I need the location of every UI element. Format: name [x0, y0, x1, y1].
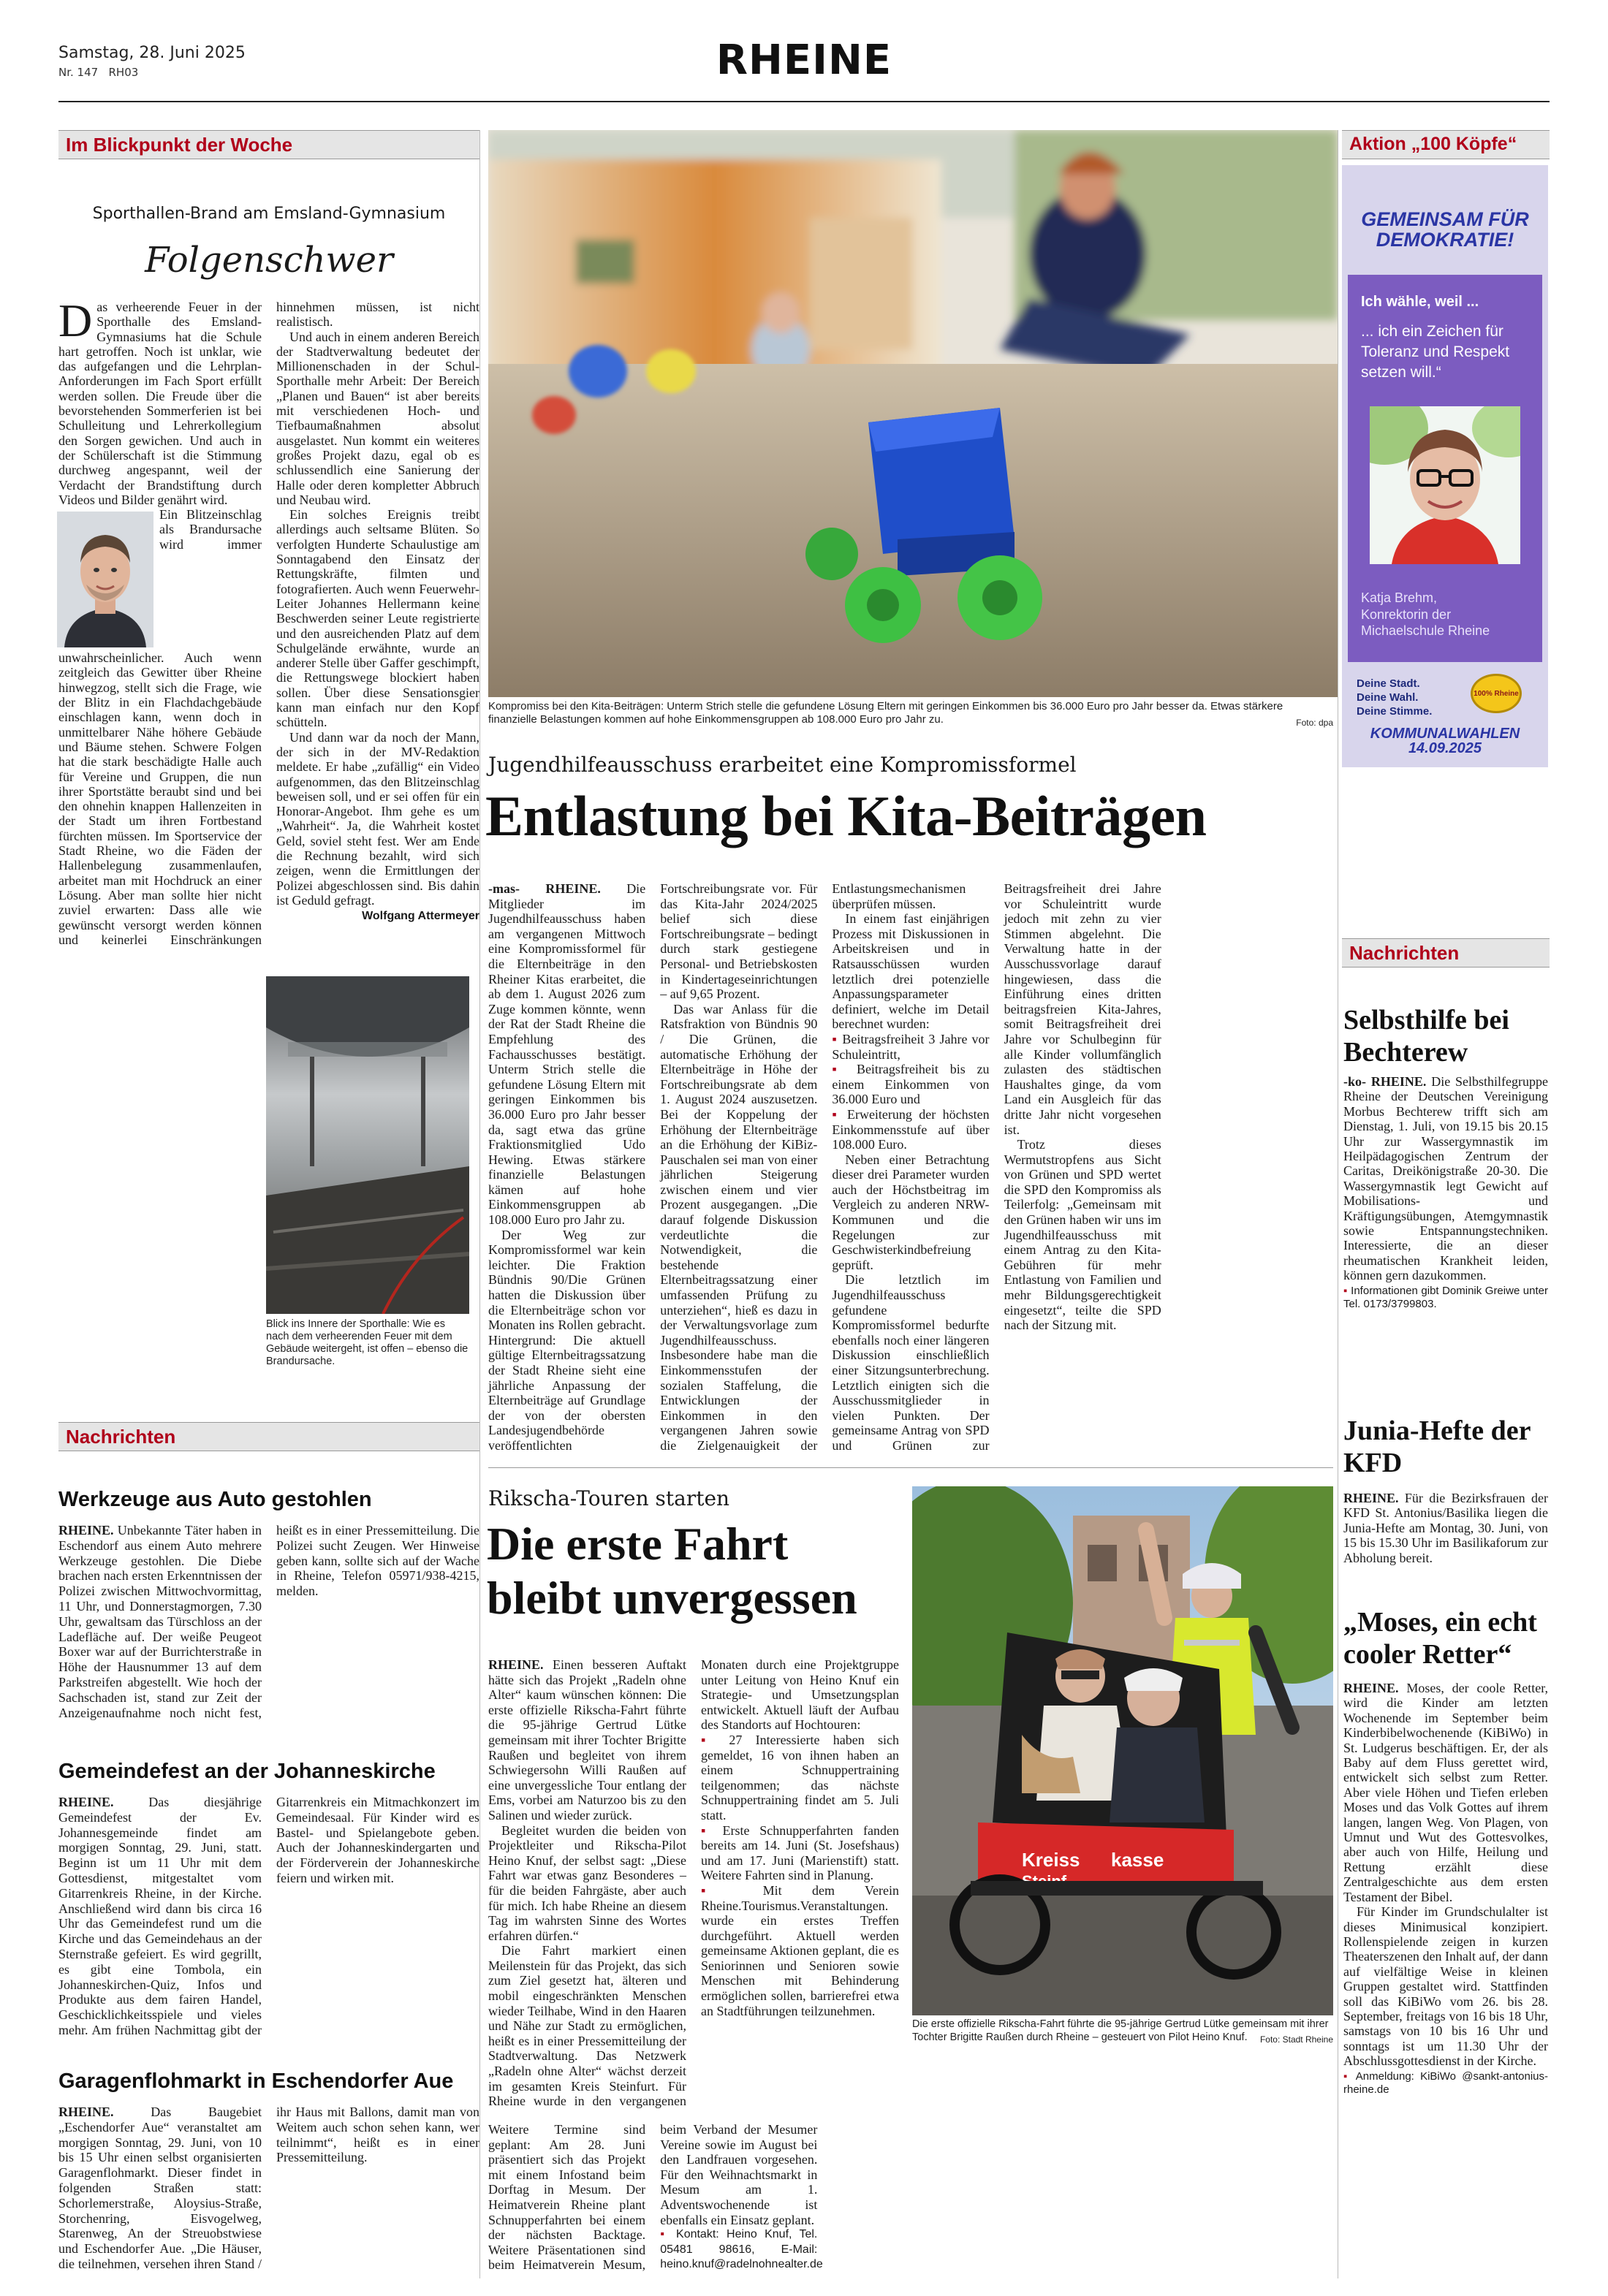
- kita-bullet-3: ▪ Erweiterung der höchsten Einkommensstufe auf über 108.000 Euro.: [832, 1106, 990, 1152]
- rikscha-photo-caption: Die erste offizielle Rikscha-Fahrt führte die 95-jährige Gertrud Lütke gemeinsam mit ihrer Tochter Brigitte Raußen durch Rheine – gesteuert von Pilot Heino Knuf. Foto: Stadt Rheine: [912, 2018, 1333, 2046]
- bechterew-info: ▪ Informationen gibt Dominik Greiwe unter Tel. 0173/3799803.: [1343, 1284, 1548, 1310]
- garagenflohmarkt-lead: RHEINE.: [58, 2105, 114, 2119]
- section-title: RHEINE: [716, 37, 892, 84]
- kita-title: Entlastung bei Kita-Beiträgen: [485, 784, 1207, 848]
- kita-caption-text: Kompromiss bei den Kita-Beiträgen: Unterm Strich stelle die gefundene Lösung Eltern mit geringen Einkommen bis 36.000 Euro pro Jahr besser da. Etwas stärkere finanzielle Belastungen kommen auf hohe Einkommensgruppen ab 108.000 Euro pro Jahr zu.: [488, 700, 1283, 726]
- badge-icon: [1471, 674, 1522, 713]
- kita-kicker: Jugendhilfeausschuss erarbeitet eine Kompromissformel: [488, 753, 1077, 777]
- rikscha-photo: [912, 1486, 1333, 2015]
- drop-cap: D: [58, 294, 93, 346]
- kita-bullet-2: ▪ Beitragsfreiheit bis zu einem Einkommen von 36.000 Euro und: [832, 1062, 990, 1107]
- kita-p6: Die letztlich im Jugendhilfeausschuss gefundene Kompromissformel bedurfte ebenfalls noch einer längeren Diskussion einschließlich einer Sitzungsunterbrechung. Letztlich einigten sich die Ausschussmitglieder in vielen Punkten. Der gemeinsame Antrag von SPD und Grünen zur Beitragsfreiheit drei Jahre vor Schuleintritt wurde jedoch mit zehn zu vier Stimmen abgelehnt. Die Verwaltung hatte in der Ausschussvorlage darauf hingewiesen, dass die Einführung eines dritten beitragsfreien Kita-Jahres, somit Beitragsfreiheit drei Jahre vor Schulbeginn für alle Kinder vollumfänglich zulasten des städtischen Haushaltes ginge, da vom Land ein Ausgleich für das dritte Jahr nicht vorgesehen ist.: [832, 881, 1161, 1453]
- kita-p5: Neben einer Betrachtung dieser drei Parameter wurden auch der Höchstbeitrag im Vergleich zu anderen NRW-Kommunen und die Regelungen zur Geschwisterkindbefreiung geprüft.: [832, 1152, 990, 1272]
- kita-p3: Das war Anlass für die Ratsfraktion von Bündnis 90 / Die Grünen, die automatische Erhöhung der Elternbeiträge in Höhe der Fortschreibungsrate ab dem 1. August 2024 auszusetzen. Bei der Koppelung der Erhöhung der Elternbeiträge an die Erhöhung der KiBiz-Pauschalen sei man von einer jährlichen Steigerung zwischen einem und vier Prozent ausgegangen. „Die darauf folgende Diskussion verdeutlichte die Notwendigkeit, die bestehende Elternbeitragssatzung einer umfassenden Prüfung zu unterziehen“, hieß es dazu in der Verwaltungsvorlage zum Jugendhilfeausschuss. Insbesondere habe man die Einkommensstufen der sozialen Staffelung, die Entwicklungen der Einkommen in den vergangenen Jahren sowie die Zielgenauigkeit der Entlastungsmechanismen überprüfen müssen.: [660, 881, 966, 1453]
- rikscha-body-bottom: [488, 2122, 1333, 2278]
- kita-photo-credit: Foto: dpa: [1296, 718, 1333, 728]
- moses-body: RHEINE. Moses, der coole Retter, wird die Kinder am letzten Wochenende im September beim Kinderbibelwochenende (KiBiWo) in St. Ludgerus beschäftigen. Er, der als Baby auf dem Fluss gerettet wird, entwickelt sich selbst zum Retter. Aber viele Höhen und Tiefen erleben Moses und das Volk Gottes auf ihrem langen, langen Weg. Von Plagen, von Umnut und Wut des Gottesvolkes, aber auch von Hilfe, Heilung und Rettung erzählt diese Zentralgeschichte aus dem ersten Testament der Bibel. Für Kinder im Grundschulalter ist dieses Minimusical konzipiert. Rollenspielende zeigen in kurzen Theaterszenen den Inhalt auf, der dann auf vielfältige Weise in kleinen Gruppen gestaltet wird. Stattfinden soll das KiBiWo vom 26. bis 28. September, freitags von 16 bis 18 Uhr, samstags von 10 bis 16 Uhr und sonntags ist um 11.30 Uhr der Abschlussgottesdienst in der Kirche. ▪ Anmeldung: KiBiWo @sankt-antonius-rheine.de: [1343, 1681, 1548, 2096]
- aktion-bar: Aktion „100 Köpfe“: [1342, 130, 1550, 159]
- gemeindefest-title: Gemeindefest an der Johanneskirche: [58, 1760, 436, 1783]
- badge-text: 100% Rheine: [1474, 689, 1519, 698]
- rikscha-p2: Begleitet wurden die beiden von Projektleiter und Rikscha-Pilot Heino Knuf, der selbst sagt: „Diese Fahrt war etwas ganz Besonderes – für die beiden Fahrgäste, aber auch für mich. Ich habe Rheine an diesem Tag im wahrsten Sinne des Wortes erfahren dürfen.“: [488, 1822, 686, 1943]
- junia-body: RHEINE. Für die Bezirksfrauen der KFD St. Antonius/Basilika liegen die Junia-Hefte am Montag, 30. Juni, von 15 bis 15.30 Uhr im Basilikaforum zur Abholung bereit.: [1343, 1491, 1548, 1565]
- quote-intro: Ich wähle, weil ...: [1361, 294, 1479, 310]
- header-rule: [58, 101, 1550, 102]
- garagenflohmarkt-body: [58, 2105, 479, 2277]
- gemeindefest-body: [58, 1795, 479, 2050]
- header-date: Samstag, 28. Juni 2025: [58, 44, 246, 62]
- werkzeuge-body: [58, 1523, 479, 1735]
- kita-p1: -mas- RHEINE. Die Mitglieder im Jugendhilfeausschuss haben am vergangenen Mittwoch eine Kompromissformel für die Elternbeiträge in den Rheiner Kitas erarbeitet, die ab dem 1. August 2026 zum Zuge kommen könnte, wenn der Rat der Stadt Rheine die Empfehlung des Fachausschusses bestätigt. Unterm Strich stelle die gefundene Lösung Eltern mit geringen Einkommen bis 36.000 Euro pro Jahr besser da, sagt etwa das grüne Fraktionsmitglied Udo Hewing. Etwas stärkere finanzielle Belastungen kämen auf hohe Einkommensgruppen ab 108.000 Euro pro Jahr zu.: [488, 881, 646, 1228]
- rikscha-title-2: bleibt unvergessen: [487, 1572, 857, 1624]
- sporthalle-caption: Blick ins Innere der Sporthalle: Wie es nach dem verheerenden Feuer mit dem Gebäude weitergeht, ist offen – ebenso die Brandursache.: [266, 1318, 469, 1367]
- rikscha-p1: RHEINE. Einen besseren Auftakt hätte sich das Projekt „Radeln ohne Alter“ kaum wünschen können: Die erste offizielle Rikscha-Fahrt führte die 95-jährige Gertrud Lütke gemeinsam mit ihrer Tochter Brigitte Raußen und begleitet von ihrem Schwiegersohn Willi Raußen auf eine unvergessliche Tour entlang der Ems, vorbei am Naturzoo bis zu den Salinen und wieder zurück.: [488, 1657, 687, 1822]
- rikscha-p3: Die Fahrt markiert einen Meilenstein für das Projekt, das sich zum Ziel gesetzt hat, älteren und mobil eingeschränkten Menschen wieder Teilhabe, Wind in den Haaren und Nähe zur Stadt zu ermöglichen, heißt es in einer Pressemitteilung der Stadtverwaltung. Das Netzwerk „Radeln ohne Alter“ wächst derzeit im gesamten Kreis Steinfurt. Für Rheine wurde in den vergangenen Monaten durch eine Projektgruppe unter Leitung von Heino Knuf ein Strategie- und Umsetzungsplan entwickelt. Aktuell läuft der Aufbau des Standorts auf Hochtouren:: [488, 1657, 899, 2109]
- bechterew-body: -ko- RHEINE. Die Selbsthilfegruppe Rheine der Deutschen Vereinigung Morbus Bechterew trifft sich am Dienstag, 1. Juli, von 19.15 bis 20.15 Uhr zur Wassergymnastik im Heilpädagogischen Zentrum der Caritas, Dreikönigstraße 20-30. Die Wassergymnastik legt Gewicht auf Mobilisations- und Kräftigungsübungen, Atemgymnastik sowie Entspannungstechniken. Interessierte, die an dieser rheumatischen Krankheit leiden, können gern dazukommen. ▪ Informationen gibt Dominik Greiwe unter Tel. 0173/3799803.: [1343, 1074, 1549, 1310]
- quote-text: ... ich ein Zeichen für Toleranz und Respekt setzen will.“: [1361, 323, 1510, 381]
- quote-box: [1348, 275, 1542, 662]
- rikscha-bullet-2: ▪ Erste Schnupperfahrten fanden bereits am 14. Juni (St. Josefshaus) und am 17. Juni (Marienstift) statt. Weitere Fahrten sind in Planung.: [701, 1822, 899, 1883]
- kita-photo-caption: [488, 700, 1333, 729]
- blickpunkt-kicker: Sporthallen-Brand am Emsland-Gymnasium: [92, 205, 446, 223]
- bike-text-1: Kreiss: [1022, 1849, 1080, 1871]
- sporthalle-photo: [266, 976, 469, 1314]
- rikscha-contact: ▪ Kontakt: Heino Knuf, Tel. 05481 98616, E-Mail: heino.knuf@radelnohnealter.de: [660, 2228, 823, 2271]
- blickpunkt-body: [58, 294, 479, 968]
- nachrichten-left-bar: Nachrichten: [58, 1422, 479, 1451]
- bike-text-2: kasse: [1111, 1849, 1164, 1871]
- rikscha-kicker: Rikscha-Touren starten: [488, 1486, 730, 1510]
- author-portrait: [57, 512, 153, 647]
- person-name: Katja Brehm,: [1361, 590, 1438, 605]
- blickpunkt-p1: as verheerende Feuer in der Sporthalle des Emsland-Gymnasiums hat die Schule hart getroffen. Noch ist unklar, wie das aufgefangen und die Lehrplan-Anforderungen im Fach Sport erfüllt werden sollen. Die Freude über die bevorstehenden Sommerferien ist bei Schulleitung und Lehrerkollegium den Sorgen gewichen. Und auch in der Schülerschaft ist die Stimmung durchweg angespannt, weil der Verdacht der Brandstiftung durch Videos und Bilder genährt wird.: [58, 300, 262, 507]
- author-name: Wolfgang Attermeyer: [362, 910, 479, 923]
- aktion-slogan: GEMEINSAM FÜR DEMOKRATIE!: [1361, 208, 1529, 251]
- kita-bullet-1: ▪ Beitragsfreiheit 3 Jahre vor Schuleintritt,: [832, 1031, 990, 1062]
- aktion-footer: [1342, 669, 1548, 767]
- person-photo: [1370, 406, 1520, 564]
- kommunal-text: KOMMUNALWAHLEN 14.09.2025: [1370, 726, 1520, 756]
- garagenflohmarkt-text: Das Baugebiet „Eschendorfer Aue“ veranstaltet am morgigen Sonntag, 29. Juni, von 10 bis 15 Uhr einen selbst organisierten Garagenflohmarkt. Dieser findet in folgenden Straßen statt: Schorlemerstraße, Aloysius-Straße, Storchenring, Eisvogelweg, Starenweg, An der Streuobstwiese und Eschendorfer Aue. „Die Häuser, die teilnehmen, versehen ihren Stand / ihr Haus mit Ballons, damit man von Weitem auch schon sehen kann, wer teilnimmt“, heißt es in einer Pressemitteilung.: [58, 2105, 479, 2271]
- rikscha-bullet-1: ▪ 27 Interessierte haben sich gemeldet, 16 von ihnen haben an einem Schnuppertraining teilgenommen; das nächste Schnuppertraining findet am 5. Juli statt.: [701, 1732, 899, 1822]
- issue-number: Nr. 147: [58, 66, 99, 79]
- blickpunkt-p5: Und dann war da noch der Mann, der sich in der MV-Redaktion meldete. Er habe „zufällig“ ein Video aufgenommen, das den Blitzeinschlag beweisen soll, und er sei offen für ein Honorar-Angebot. Ihm gehe es um „Wahrheit“. Ja, die Wahrheit kostet Geld, soviel steht fest. Wer am Ende die Rechnung bezahlt, wird sich zeigen, wenn die Ermittlungen der Polizei abgeschlossen sind. Bis dahin ist Geduld gefragt.: [276, 729, 479, 908]
- werkzeuge-lead: RHEINE.: [58, 1523, 114, 1537]
- blickpunkt-title: Folgenschwer: [145, 240, 393, 281]
- blickpunkt-p3: Und auch in einem anderen Bereich der Stadtverwaltung bedeutet der Millionenschaden in der Schul-Sporthalle mehr Arbeit: Der Bereich „Planen und Bauen“ ist aber bereits mit verschiedenen Hoch- und Tiefbaumaßnahmen absolut ausgelastet. Nun kommt ein weiteres großes Projekt dazu, egal ob es schlussendlich eine Sanierung der Halle oder deren kompletter Abbruch und Neubau wird.: [276, 329, 479, 507]
- rikscha-photo-credit: Foto: Stadt Rheine: [1259, 2034, 1333, 2045]
- nachrichten-right-bar: Nachrichten: [1342, 938, 1550, 968]
- footer-lines: Deine Stadt. Deine Wahl. Deine Stimme.: [1357, 677, 1433, 718]
- blickpunkt-p4: Ein solches Ereignis treibt allerdings auch seltsame Blüten. So verfolgten Hunderte Schaulustige am Sonntagabend den Einsatz der Rettungskräfte, filmten und fotografierten. Auch wenn Feuerwehr-Leiter Johannes Hellermann keine Beschwerden seiner Leute registrierte und den ausreichenden Platz auf dem Schulgelände erwähnte, wurde an anderer Stelle über Gaffer geschimpft, die Rettungswege blockiert haben sollen. Über diese Sensationsgier kann man einfach nur den Kopf schütteln.: [276, 507, 479, 730]
- rikscha-bullet-3: ▪ Mit dem Verein Rheine.Tourismus.Veranstaltungen. wurde ein erstes Treffen durchgeführt. Aktuell werden gemeinsame Aktionen geplant, die es Seniorinnen und Senioren sowie Menschen mit Behinderung ermöglichen sollen, barrierefrei etwa an Stadtführungen teilzunehmen.: [701, 1882, 900, 2018]
- kita-lead: -mas- RHEINE.: [488, 881, 601, 896]
- person-role: Konrektorin der Michaelschule Rheine: [1361, 607, 1490, 638]
- blickpunkt-bar: Im Blickpunkt der Woche: [58, 130, 479, 159]
- moses-title: „Moses, ein echt cooler Retter“: [1343, 1607, 1537, 1670]
- werkzeuge-title: Werkzeuge aus Auto gestohlen: [58, 1488, 372, 1511]
- gemeindefest-text: Das diesjährige Gemeindefest der Ev. Johannesgemeinde findet am morgigen Sonntag, 29. Juni, statt. Beginn ist um 11 Uhr mit dem Gottesdienst, mitgestaltet vom Gitarrenkreis Rheine, in der Kirche. Anschließend wird dann bis circa 16 Uhr das Gemeindefest rund um die Kirche und das Gemeindehaus an der Sternstraße gefeiert. Es wird gegrillt, es gibt eine Tombola, ein Johanneskirchen-Quiz, Infos und Produkte aus dem fairen Handel, Geschicklichkeitsspiele und vieles mehr. Am frühen Nachmittag gibt der Gitarrenkreis ein Mitmachkonzert im Gemeindesaal. Für Kinder wird es Bastel- und Spielangebote geben. Auch der Johanneskindergarten und der Förderverein der Johanneskirche feiern und wirken mit.: [58, 1795, 479, 2037]
- page-code: RH03: [108, 66, 139, 79]
- garagenflohmarkt-title: Garagenflohmarkt in Eschendorfer Aue: [58, 2069, 454, 2093]
- bechterew-title: Selbsthilfe bei Bechterew: [1343, 1005, 1509, 1068]
- kita-bottom-rule: [488, 1467, 1333, 1468]
- rikscha-body: [488, 1657, 899, 2122]
- aktion-panel: [1342, 165, 1548, 767]
- column-rule-left: [479, 130, 480, 2278]
- rikscha-p4: Weitere Termine sind geplant: Am 28. Juni präsentiert sich das Projekt mit einem Infostand beim Dorftag in Mesum. Der Heimatverein Rheine plant Schnupperfahrten bei einem der nächsten Backtage. Weitere Präsentationen sind beim Heimatverein Mesum, beim Verband der Mesumer Vereine sowie im August bei den Landfrauen vorgesehen. Für den Weihnachtsmarkt in Mesum am 1. Adventswochenende ist ebenfalls ein Einsatz geplant.: [488, 2122, 818, 2273]
- kita-photo: [488, 130, 1338, 697]
- kita-p4: In einem fast einjährigen Prozess mit Diskussionen in Arbeitskreisen und in Ratsausschüssen wurden letztlich drei potenzielle Anpassungsparameter definiert, welche im Detail berechnet wurden:: [832, 911, 990, 1032]
- blickpunkt-p2: Ein Blitzeinschlag als Brandursache wird immer unwahrscheinlicher. Auch wenn zeitgleich das Gewitter über Rheine hinwegzog, stellt sich die Frage, wie der Blitz in ein Flachdachgebäude einschlagen kann, wenn doch in unmittelbarer Nähe höhere Gebäude und Bäume stehen. Schwere Folgen hat die stark beschädigte Halle auch für Vereine und Gruppen, die nun ihrer Sportstätte beraubt sind und bei den ohnehin knappen Hallenzeiten in der Stadt um ihren Fortbestand fürchten müssen. Im Sportservice der Stadt Rheine, wo die Fäden der Hallenbelegung zusammenlaufen, arbeitet man mit Hochdruck an einer Lösung. Aber man sollte hier nicht zuviel erwarten: Dass alle wie gewünscht versorgt werden können und keinerlei Einschränkungen hinnehmen müssen, ist nicht realistisch.: [58, 300, 479, 947]
- moses-info: ▪ Anmeldung: KiBiWo @sankt-antonius-rheine.de: [1343, 2069, 1548, 2096]
- kita-p7: Trotz dieses Wermutstropfens aus Sicht von Grünen und SPD wertet die SPD den Kompromiss als Teilerfolg: „Gemeinsam mit den Grünen haben wir uns im Jugendhilfeausschuss mit einem Antrag zu den Kita-Gebühren für mehr Entlastung von Familien und mehr Bildungsgerechtigkeit eingesetzt“, teilte die SPD nach der Sitzung mit.: [1004, 1137, 1161, 1333]
- kita-body: [488, 881, 1333, 1459]
- rikscha-lead: RHEINE.: [488, 1657, 544, 1672]
- gemeindefest-lead: RHEINE.: [58, 1795, 114, 1809]
- junia-title: Junia-Hefte der KFD: [1343, 1415, 1531, 1478]
- kita-p2: Der Weg zur Kompromissformel war kein leichter. Die Fraktion Bündnis 90/Die Grünen hatten die Diskussion über die Elternbeiträge schon vor Monaten ins Rollen gebracht. Hintergrund: Die aktuell gültige Elternbeitragssatzung der Stadt Rheine sieht eine jährliche Anpassung der Elternbeiträge auf Grundlage der von der obersten Landesjugendbehörde veröffentlichten Fortschreibungsrate vor. Für das Kita-Jahr 2024/2025 belief sich diese Fortschreibungsrate – bedingt durch stark gestiegene Personal- und Betriebskosten in Kindertageseinrichtungen – auf 9,65 Prozent.: [488, 881, 818, 1453]
- werkzeuge-text: Unbekannte Täter haben in Eschendorf aus einem Auto mehrere Werkzeuge gestohlen. Die Diebe brachen nach ersten Erkenntnissen der Polizei zwischen Mittwochvormittag, 11 Uhr, und Donnerstagmorgen, 7.30 Uhr, gewaltsam das Türschloss an der Ladefläche auf. Der weiße Peugeot Boxer war auf der Burrichterstraße in Höhe der Hausnummer 13 auf dem Parkstreifen abgestellt. Wie hoch der Sachschaden ist, stand zur Zeit der Anzeigenaufnahme noch nicht fest, heißt es in einer Pressemitteilung. Die Polizei sucht Zeugen. Wer Hinweise geben kann, sollte sich auf der Wache in Rheine, Telefon 05971/938-4215, melden.: [58, 1523, 479, 1720]
- rikscha-title-1: Die erste Fahrt: [487, 1518, 789, 1570]
